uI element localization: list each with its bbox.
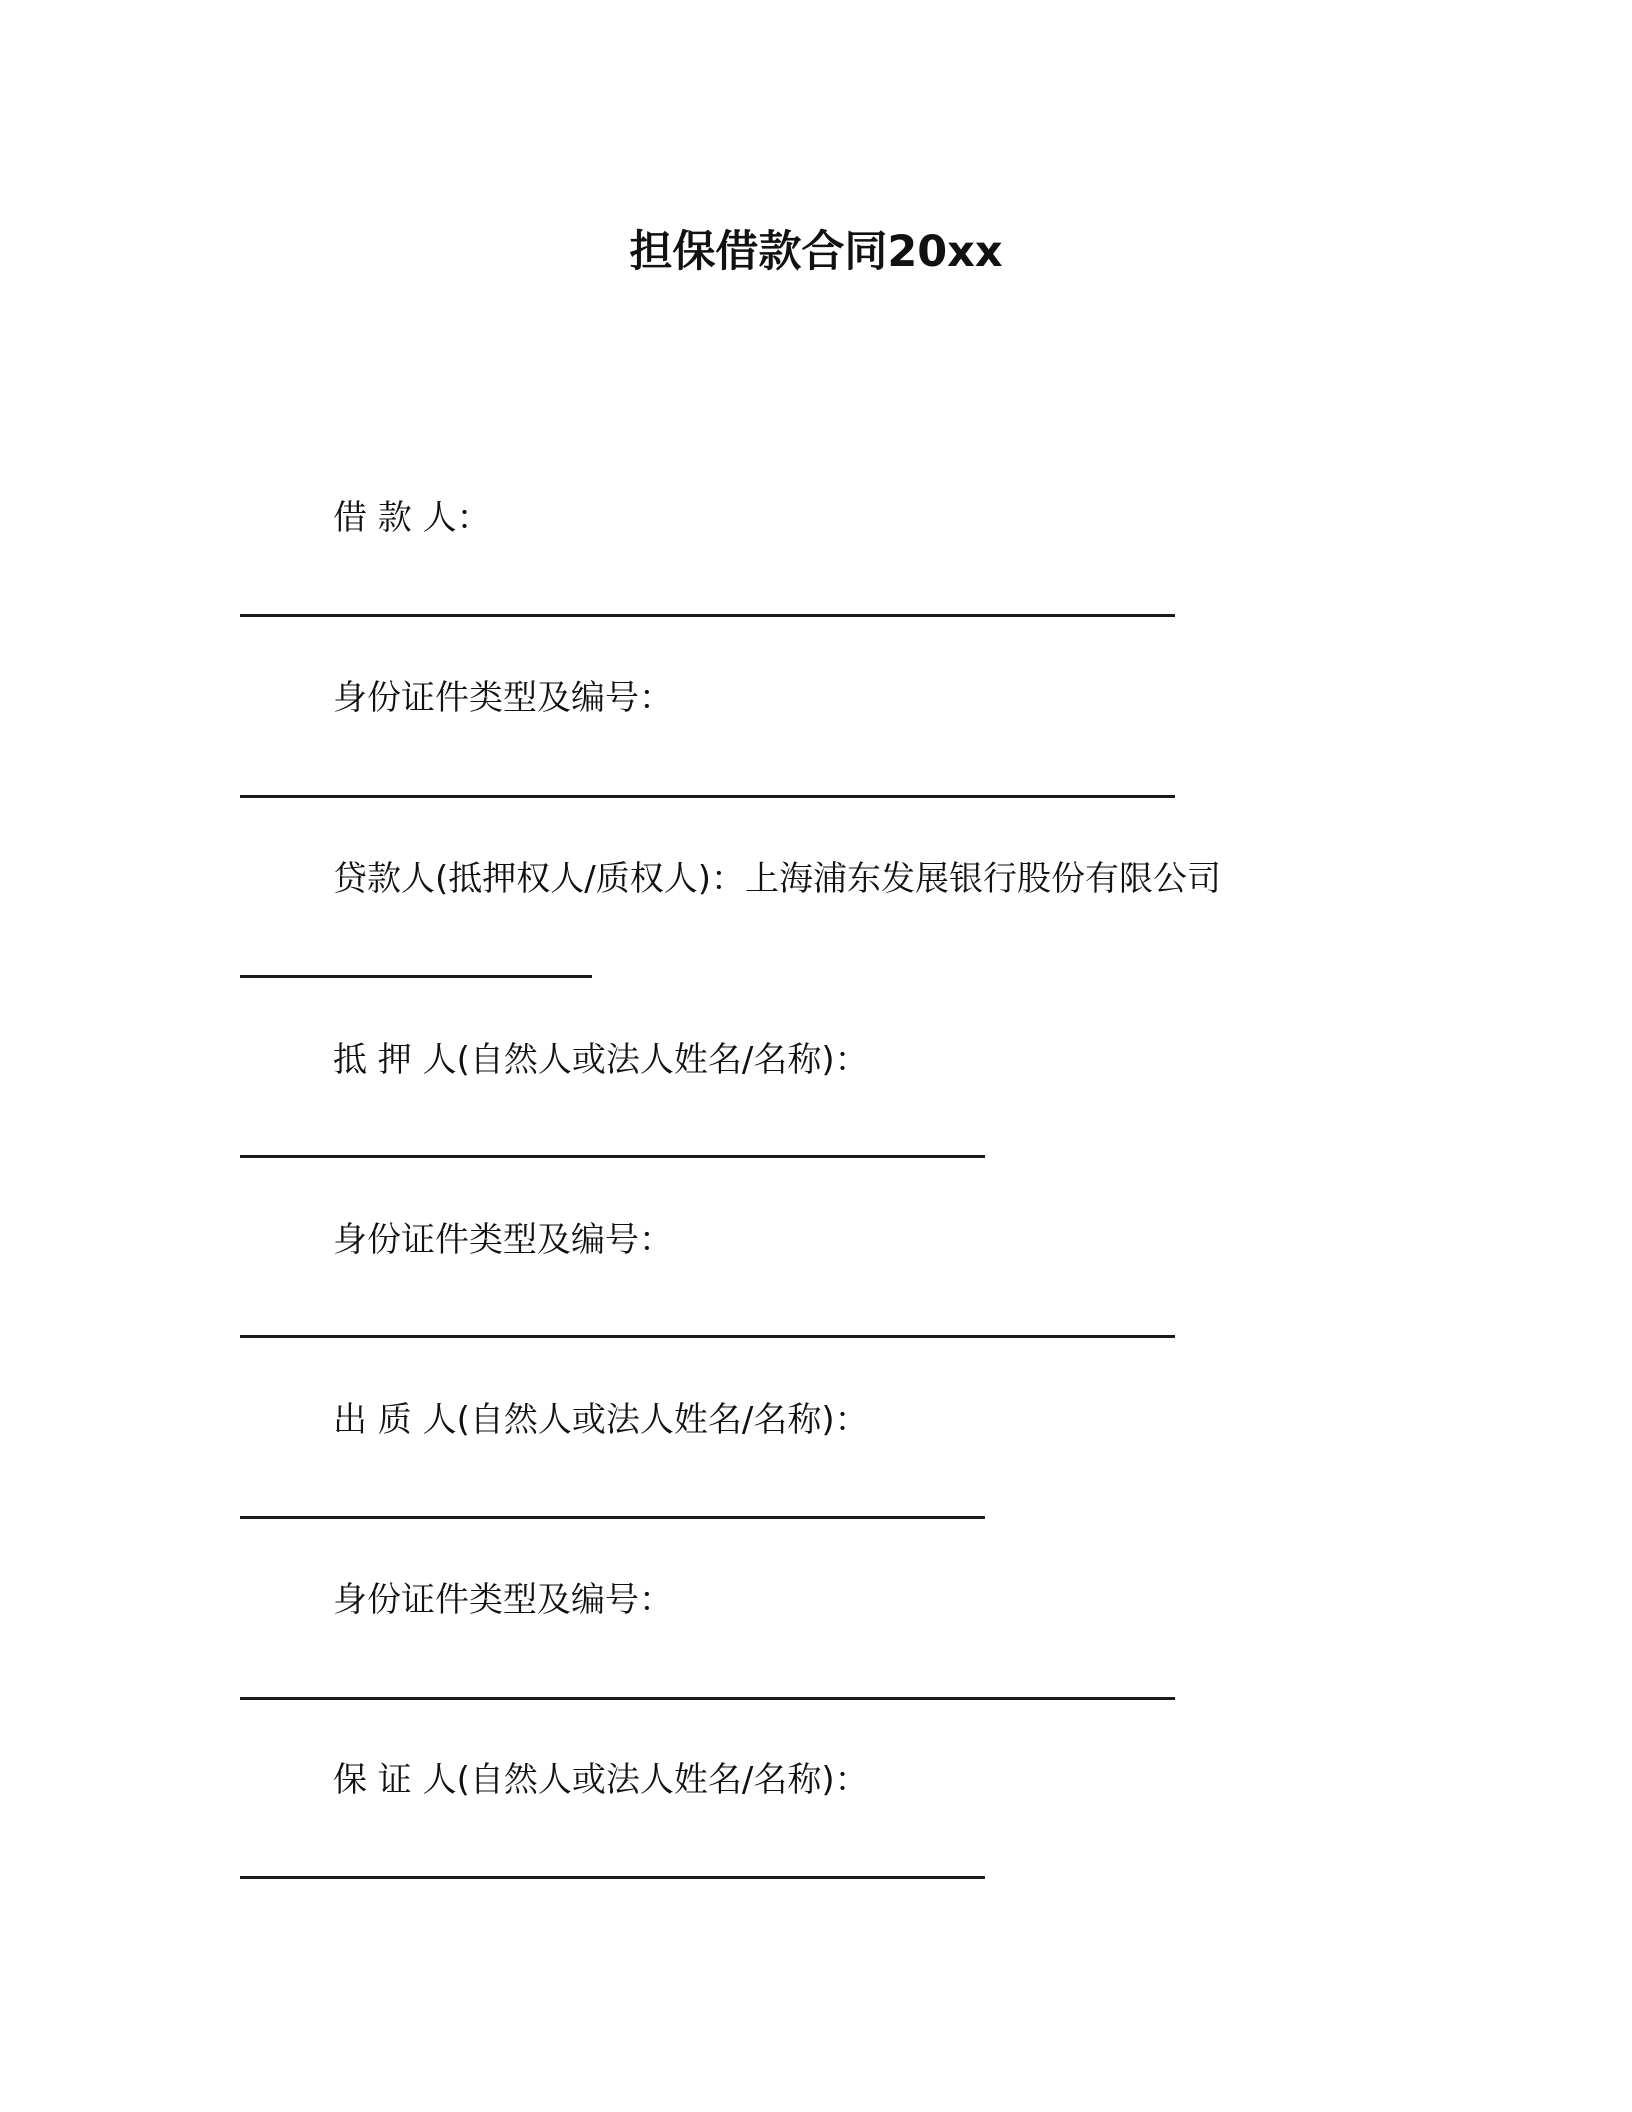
pledgor-label: 出 质 人(自然人或法人姓名/名称)： <box>333 1400 869 1440</box>
mortgagor-id-label: 身份证件类型及编号： <box>333 1220 673 1260</box>
mortgagor-id-blank-line <box>240 1335 1175 1338</box>
mortgagor-blank-line <box>240 1155 985 1158</box>
pledgor-blank-line <box>240 1516 985 1519</box>
borrower-id-blank-line <box>240 795 1175 798</box>
document-title: 担保借款合同20xx <box>629 227 1003 277</box>
borrower-label: 借 款 人： <box>333 498 491 538</box>
lender-blank-line <box>240 975 592 978</box>
pledgor-id-label: 身份证件类型及编号： <box>333 1580 673 1620</box>
borrower-id-label: 身份证件类型及编号： <box>333 678 673 718</box>
pledgor-id-blank-line <box>240 1697 1175 1700</box>
guarantor-blank-line <box>240 1876 985 1879</box>
lender-label: 贷款人(抵押权人/质权人)：上海浦东发展银行股份有限公司 <box>333 859 1221 899</box>
guarantor-label: 保 证 人(自然人或法人姓名/名称)： <box>333 1760 869 1800</box>
mortgagor-label: 抵 押 人(自然人或法人姓名/名称)： <box>333 1040 869 1080</box>
borrower-blank-line <box>240 614 1175 617</box>
